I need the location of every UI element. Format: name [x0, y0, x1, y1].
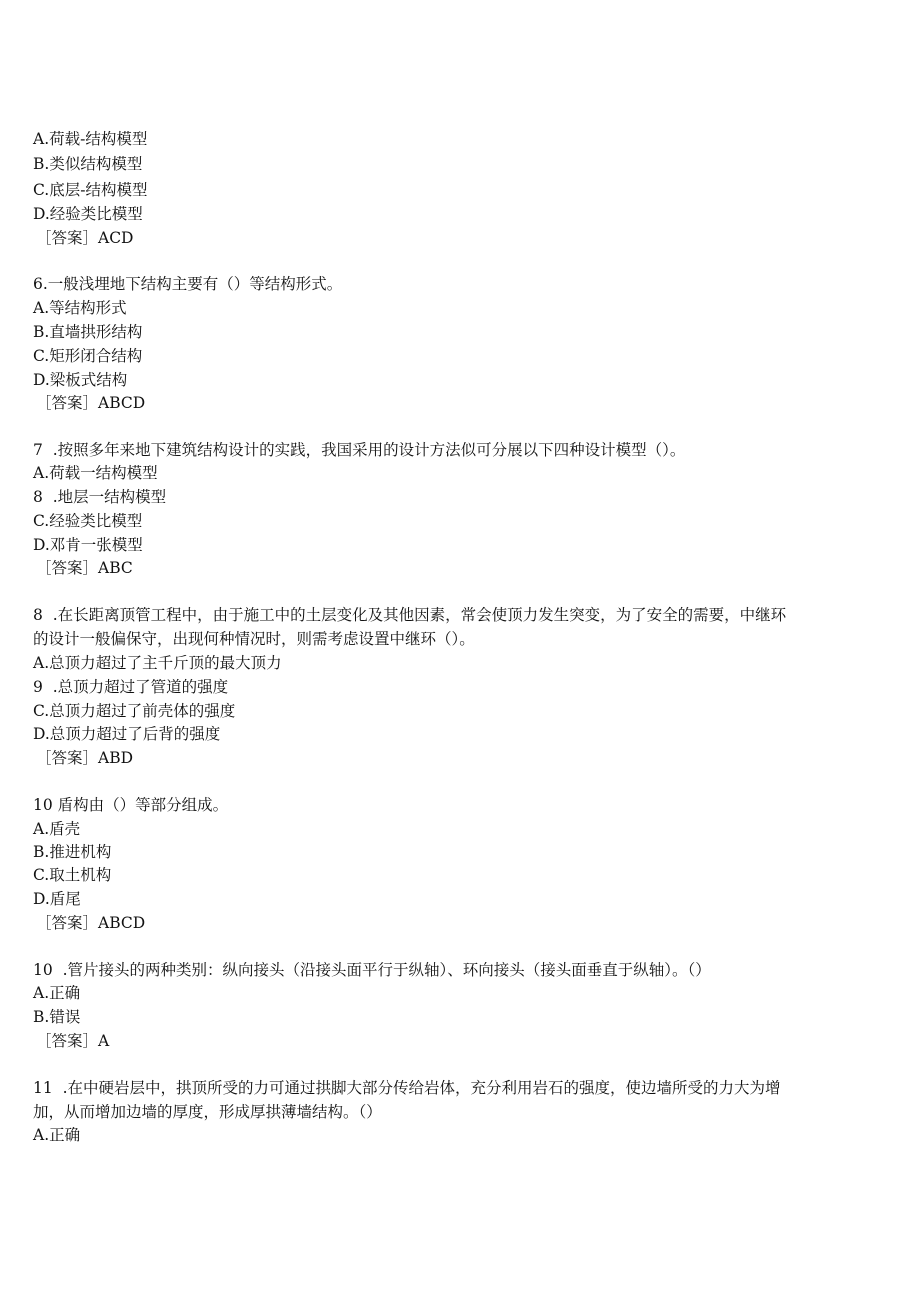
text-line: D.盾尾 [33, 890, 81, 908]
text-line: D.经验类比模型 [33, 205, 143, 223]
text-line: D.总顶力超过了后背的强度 [33, 725, 221, 743]
text-line: 10 盾构由（）等部分组成。 [33, 796, 229, 814]
text-line: 6.一般浅埋地下结构主要有（）等结构形式。 [33, 275, 343, 293]
text-line: C.经验类比模型 [33, 512, 143, 530]
text-line: C.矩形闭合结构 [33, 347, 143, 365]
text-line: B.类似结构模型 [33, 155, 143, 173]
text-line: A.荷载一结构模型 [33, 464, 158, 482]
answer-line: ［答案］ABCD [36, 914, 146, 932]
answer-line: ［答案］A [36, 1032, 110, 1050]
text-line: C.取土机构 [33, 866, 112, 884]
text-line: C.总顶力超过了前壳体的强度 [33, 702, 236, 720]
text-line: A.盾壳 [33, 820, 81, 838]
text-line: 加，从而增加边墙的厚度，形成厚拱薄墙结构。（） [33, 1103, 382, 1121]
text-line: A.等结构形式 [33, 299, 127, 317]
text-line: C.底层-结构模型 [33, 181, 148, 199]
text-line: 7 .按照多年来地下建筑结构设计的实践，我国采用的设计方法似可分展以下四种设计模型（）。 [33, 441, 686, 459]
text-line: A.正确 [33, 1126, 81, 1144]
text-line: 9 .总顶力超过了管道的强度 [33, 678, 229, 696]
text-line: A.总顶力超过了主千斤顶的最大顶力 [33, 654, 282, 672]
text-line: B.直墙拱形结构 [33, 323, 143, 341]
text-line: 的设计一般偏保守，出现何种情况时，则需考虑设置中继环（）。 [33, 630, 475, 648]
text-line: 11 .在中硬岩层中，拱顶所受的力可通过拱脚大部分传给岩体，充分利用岩石的强度，使边墙所受的力大为增 [33, 1079, 781, 1097]
answer-line: ［答案］ABC [36, 559, 133, 577]
text-line: B.推进机构 [33, 843, 112, 861]
text-line: 8 .在长距离顶管工程中，由于施工中的土层变化及其他因素，常会使顶力发生突变，为了安全的需要，中继环 [33, 606, 787, 624]
answer-line: ［答案］ABD [36, 749, 134, 767]
text-line: 8 .地层一结构模型 [33, 488, 167, 506]
answer-line: ［答案］ACD [36, 229, 134, 247]
text-line: D.梁板式结构 [33, 371, 128, 389]
text-line: 10 .管片接头的两种类别：纵向接头（沿接头面平行于纵轴）、环向接头（接头面垂直于纵轴）。（） [33, 961, 711, 979]
text-line: B.错误 [33, 1008, 81, 1026]
text-line: A.正确 [33, 984, 81, 1002]
answer-line: ［答案］ABCD [36, 394, 146, 412]
text-line: A.荷载-结构模型 [33, 130, 148, 148]
text-line: D.邓肯一张模型 [33, 536, 143, 554]
